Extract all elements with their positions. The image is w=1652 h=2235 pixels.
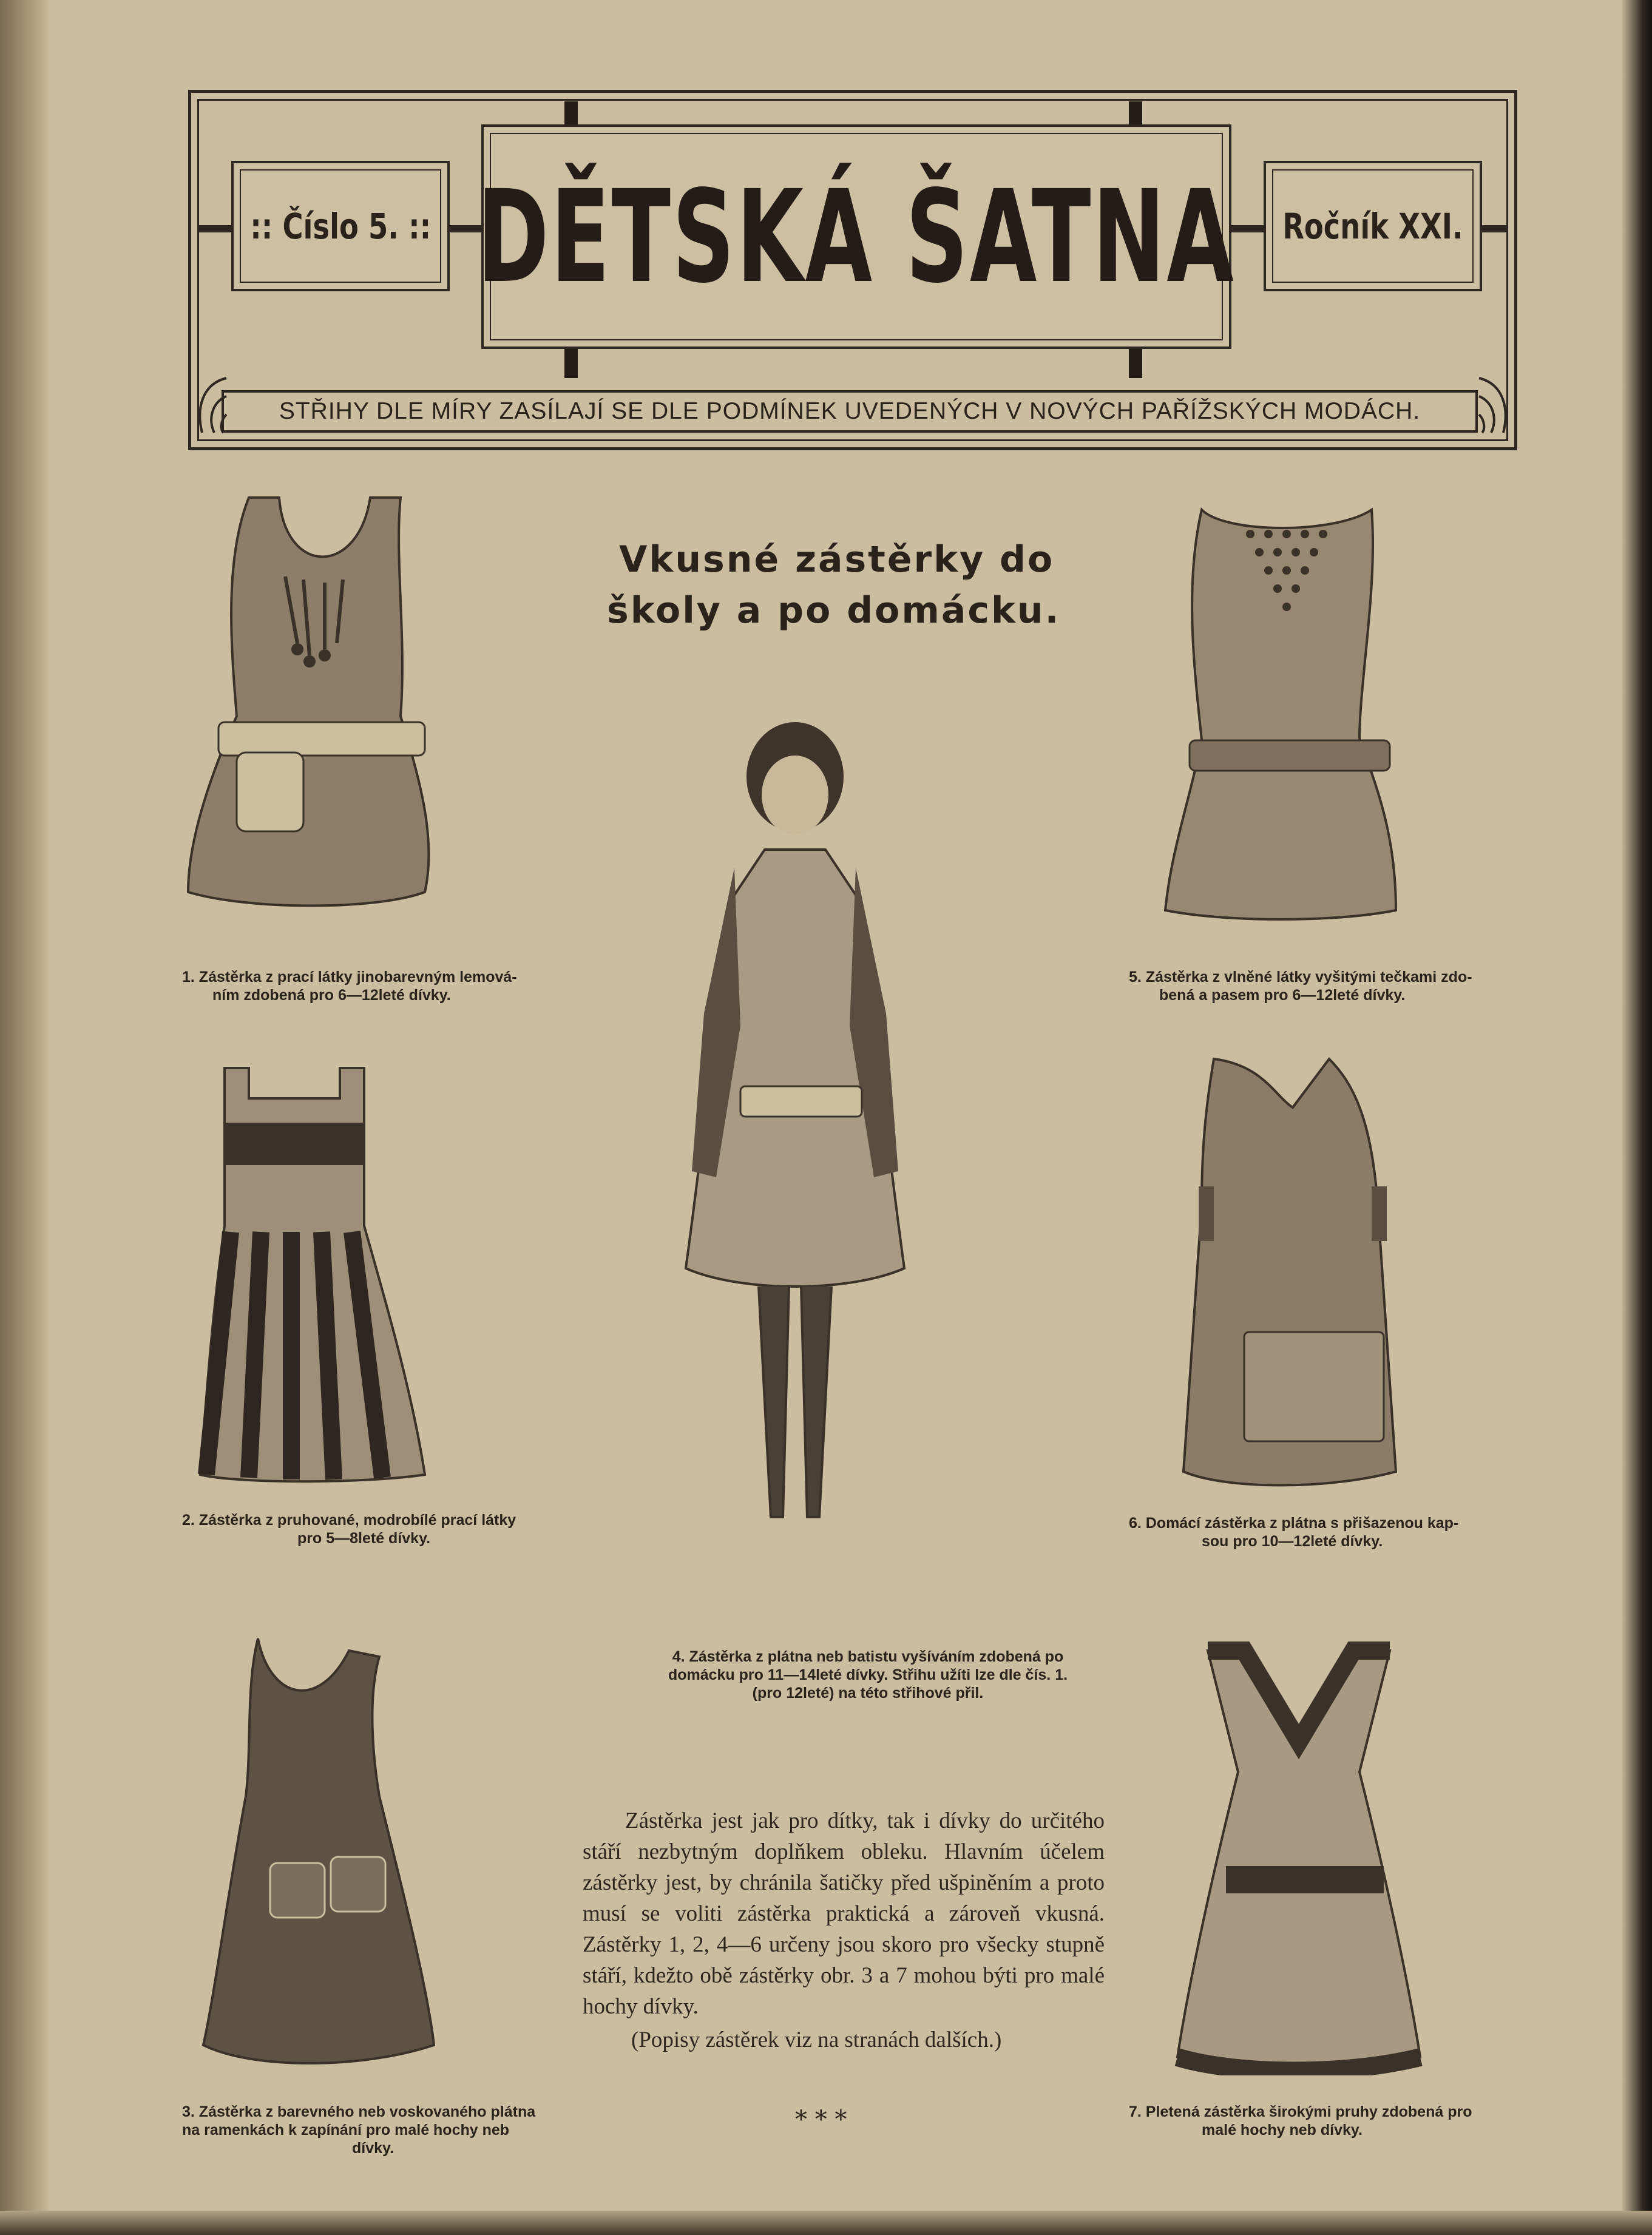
- caption-2-line-1: 2. Zástěrka z pruhované, modrobílé prací látky: [182, 1512, 516, 1529]
- heading-line-1: Vkusné zástěrky do: [619, 538, 1055, 581]
- figure-caption-2: [182, 1511, 583, 1547]
- ornament-post: [564, 101, 578, 126]
- caption-5-line-1: 5. Zástěrka z vlněné látky vyšitými tečkami zdo-: [1129, 969, 1472, 986]
- figure-caption-3: [182, 2103, 583, 2157]
- page-edge-bottom: [0, 2211, 1652, 2235]
- article-heading: [607, 534, 1080, 636]
- caption-6-line-2: sou pro 10—12leté dívky.: [1202, 1533, 1383, 1550]
- banner-text: STŘIHY DLE MÍRY ZASÍLAJÍ SE DLE PODMÍNEK UVEDENÝCH V NOVÝCH PAŘÍŽSKÝCH MODÁCH.: [279, 398, 1421, 424]
- figure-caption-1: [182, 968, 583, 1004]
- caption-3-line-3: dívky.: [352, 2140, 394, 2157]
- apron-illustration-3: [179, 1626, 446, 2075]
- figure-caption-6: [1129, 1514, 1517, 1550]
- title-box: [477, 124, 1236, 349]
- body-reference: (Popisy zástěrek viz na stranách dalších.): [631, 2027, 1002, 2052]
- magazine-title: DĚTSKÁ ŠATNA: [477, 162, 1236, 311]
- caption-5-line-2: bená a pasem pro 6—12leté dívky.: [1159, 987, 1406, 1004]
- figure-caption-5: [1129, 968, 1517, 1004]
- figure-caption-7: [1129, 2103, 1517, 2139]
- girl-illustration-4: [668, 710, 922, 1584]
- caption-7-line-1: 7. Pletená zástěrka širokými pruhy zdobená pro: [1129, 2103, 1472, 2120]
- apron-illustration-7: [1165, 1638, 1432, 2075]
- volume-box: [1264, 161, 1482, 291]
- caption-1-line-1: 1. Zástěrka z prací látky jinobarevným lemová-: [182, 969, 517, 986]
- body-text: [583, 1805, 1105, 2055]
- apron-illustration-5: [1153, 498, 1420, 922]
- caption-6-line-1: 6. Domácí zástěrka z plátna s přišazenou kap-: [1129, 1515, 1459, 1532]
- figure-caption-4: [619, 1648, 1117, 1702]
- binding-spine: [0, 0, 49, 2235]
- apron-illustration-6: [1171, 1047, 1438, 1496]
- caption-4-line-1: 4. Zástěrka z plátna neb batistu vyšíváním zdobená po: [672, 1648, 1064, 1665]
- banner: [222, 390, 1478, 433]
- ornament-post: [1129, 101, 1142, 126]
- issue-number: :: Číslo 5. ::: [250, 205, 431, 247]
- page-edge-right: [1622, 0, 1652, 2235]
- apron-illustration-1: [176, 485, 443, 922]
- ornament-swirl-right-icon: [1473, 372, 1515, 439]
- apron-illustration-2: [182, 1056, 449, 1493]
- masthead: [188, 90, 1517, 450]
- heading-line-2: školy a po domácku.: [607, 589, 1061, 632]
- caption-4-line-3: (pro 12leté) na této střihové přil.: [752, 1685, 984, 1702]
- issue-box: [231, 161, 450, 291]
- caption-4-line-2: domácku pro 11—14leté dívky. Střihu užíti lze dle čís. 1.: [668, 1666, 1068, 1683]
- ornament-post: [1129, 348, 1142, 378]
- caption-7-line-2: malé hochy neb dívky.: [1202, 2122, 1363, 2139]
- volume-number: Ročník XXI.: [1282, 205, 1463, 247]
- asterism: * * *: [795, 2106, 847, 2134]
- caption-2-line-2: pro 5—8leté dívky.: [297, 1530, 431, 1547]
- ornament-post: [564, 348, 578, 378]
- caption-3-line-2: na ramenkách k zapínání pro malé hochy neb: [182, 2122, 510, 2139]
- caption-1-line-2: ním zdobená pro 6—12leté dívky.: [212, 987, 451, 1004]
- caption-3-line-1: 3. Zástěrka z barevného neb voskovaného plátna: [182, 2103, 536, 2120]
- body-paragraph: Zástěrka jest jak pro dítky, tak i dívky do určitého stáří nezbytným doplňkem obleku. Hlavním účelem zástěrky jest, by chránila šatičky před ušpiněním a proto musí se voliti zástěrka praktická a zároveň vkusná. Zástěrky 1, 2, 4—6 určeny jsou skoro pro všecky stupně stáří, kdežto obě zástěrky obr. 3 a 7 mohou býti pro malé hochy dívky.: [583, 1808, 1105, 2019]
